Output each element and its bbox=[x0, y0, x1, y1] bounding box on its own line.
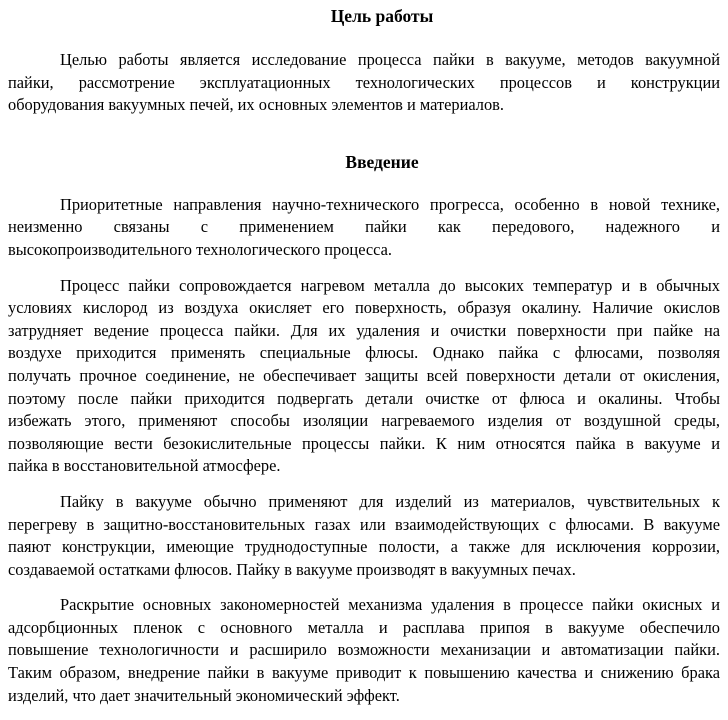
text-line: Таким образом, внедрение пайки в вакууме приводит к повышению качества и снижению брака bbox=[8, 663, 720, 683]
text-line: оборудования вакуумных печей, их основных элементов и материалов. bbox=[8, 95, 504, 115]
text-line: поэтому после пайки приходится подвергать детали очистке от флюса и окалины. Чтобы bbox=[8, 388, 720, 408]
text-line: повышение технологичности и расширило возможности механизации и автоматизации пайки. bbox=[8, 640, 720, 660]
text-line: перегреву в защитно-восстановительных газах или взаимодействующих с флюсами. В вакууме bbox=[8, 514, 720, 534]
text-line: Раскрытие основных закономерностей механизма удаления в процессе пайки окисных и bbox=[60, 595, 720, 615]
text-line: избежать этого, применяют способы изоляции нагреваемого изделия от воздушной среды, bbox=[8, 411, 720, 431]
paragraph bbox=[8, 49, 720, 117]
text-line: условиях кислород из воздуха окисляет его поверхность, образуя окалину. Наличие окислов bbox=[8, 298, 720, 318]
text-line: воздухе приходится применять специальные флюсы. Однако пайка с флюсами, позволяя bbox=[8, 343, 720, 363]
text-line: Процесс пайки сопровождается нагревом металла до высоких температур и в обычных bbox=[60, 275, 720, 295]
paragraph bbox=[8, 275, 720, 478]
text-line: Целью работы является исследование процесса пайки в вакууме, методов вакуумной bbox=[60, 50, 720, 69]
text-line: пайки, рассмотрение эксплуатационных технологических процессов и конструкции bbox=[8, 72, 720, 92]
text-line: позволяющие вести безокислительные процессы пайки. К ним относятся пайка в вакууме и bbox=[8, 433, 720, 453]
paragraph bbox=[8, 194, 720, 262]
text-line: неизменно связаны с применением пайки как передового, надежного и bbox=[8, 217, 720, 237]
text-line: адсорбционных пленок с основного металла и расплава припоя в вакууме обеспечило bbox=[8, 617, 720, 637]
text-line: изделий, что дает значительный экономический эффект. bbox=[8, 685, 400, 705]
text-line: Приоритетные направления научно-технического прогресса, особенно в новой технике, bbox=[60, 194, 720, 214]
section-heading: Введение bbox=[345, 151, 419, 172]
text-line: создаваемой остатками флюсов. Пайку в вакууме производят в вакуумных печах. bbox=[8, 559, 576, 579]
text-line: паяют конструкции, имеющие труднодоступные полости, а также для исключения коррозии, bbox=[8, 537, 720, 557]
text-line: пайка в восстановительной атмосфере. bbox=[8, 456, 281, 476]
section-heading: Цель работы bbox=[330, 6, 434, 26]
text-line: получать прочное соединение, не обеспечивает защиты всей поверхности детали от окисления, bbox=[8, 365, 720, 385]
paragraph bbox=[8, 491, 720, 581]
text-line: высокопроизводительного технологического процесса. bbox=[8, 239, 392, 259]
document-page bbox=[8, 0, 720, 720]
text-line: Пайку в вакууме обычно применяют для изделий из материалов, чувствительных к bbox=[60, 491, 720, 511]
text-line: затрудняет ведение процесса пайки. Для их удаления и очистки поверхности при пайке на bbox=[8, 320, 720, 340]
paragraph bbox=[8, 594, 720, 707]
